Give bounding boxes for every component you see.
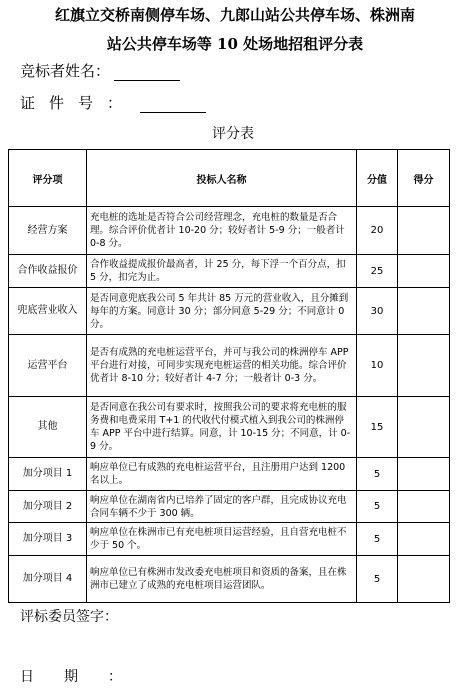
table-caption: 评分表 — [212, 126, 254, 142]
date-field — [20, 666, 152, 686]
table-row — [9, 207, 450, 255]
doc-title-line2: 站公共停车场等 10 处场地招租评分表 — [106, 35, 364, 53]
score-table — [8, 149, 450, 603]
row-score: 10 — [357, 335, 398, 397]
table-row — [9, 556, 450, 603]
row-item: 加分项目 3 — [9, 523, 87, 556]
date-label: 日期： — [20, 669, 152, 685]
row-item: 合作收益报价 — [9, 255, 87, 288]
table-row — [9, 458, 450, 491]
bidder-name-blank[interactable] — [114, 64, 180, 81]
row-got-cell[interactable] — [398, 207, 450, 255]
row-criteria: 充电桩的选址是否符合公司经营理念，充电桩的数量是否合理。综合评价优者计 10-20 分；较好者计 5-9 分；一般者计 0-8 分。 — [87, 207, 357, 255]
header-got: 得分 — [398, 150, 450, 207]
row-criteria: 响应单位在湖南省内已培养了固定的客户群，且完成协议充电合同车辆不少于 300 辆。 — [87, 491, 357, 523]
evaluator-signature: 评标委员签字： — [20, 609, 118, 625]
id-number-field — [20, 93, 206, 113]
row-got-cell[interactable] — [398, 458, 450, 491]
table-header-row — [9, 150, 450, 207]
header-bidder: 投标人名称 — [87, 150, 357, 207]
table-row — [9, 523, 450, 556]
id-number-label: 证件号： — [20, 94, 137, 112]
row-score: 5 — [357, 556, 398, 603]
id-number-blank[interactable] — [140, 96, 206, 113]
row-got-cell[interactable] — [398, 491, 450, 523]
row-item: 经营方案 — [9, 207, 87, 255]
table-row — [9, 255, 450, 288]
row-item: 兜底营业收入 — [9, 288, 87, 335]
header-item: 评分项 — [9, 150, 87, 207]
row-score: 25 — [357, 255, 398, 288]
row-score: 5 — [357, 458, 398, 491]
row-criteria: 是否同意兜底我公司 5 年共计 85 万元的营业收入，且分摊到每年的方案。同意计 30 分；部分同意 5-29 分；不同意计 0 分。 — [87, 288, 357, 335]
bidder-name-field — [20, 61, 180, 81]
row-score: 30 — [357, 288, 398, 335]
bidder-name-label: 竞标者姓名： — [20, 62, 111, 80]
row-item: 其他 — [9, 397, 87, 458]
row-criteria: 是否有成熟的充电桩运营平台，并可与我公司的株洲停车 APP 平台进行对接，可同步实现充电桩运营的相关功能。综合评价优者计 8-10 分；较好者计 4-7 分；一般者计 0-3 分。 — [87, 335, 357, 397]
row-item: 加分项目 2 — [9, 491, 87, 523]
row-got-cell[interactable] — [398, 523, 450, 556]
row-got-cell[interactable] — [398, 288, 450, 335]
header-score: 分值 — [357, 150, 398, 207]
row-criteria: 响应单位已有株洲市发改委充电桩项目和资质的备案，且在株洲市已建立了成熟的充电桩项目运营团队。 — [87, 556, 357, 603]
row-got-cell[interactable] — [398, 397, 450, 458]
doc-title-line1: 红旗立交桥南侧停车场、九郎山站公共停车场、株洲南 — [54, 6, 415, 24]
row-item: 加分项目 1 — [9, 458, 87, 491]
row-item: 加分项目 4 — [9, 556, 87, 603]
table-row — [9, 288, 450, 335]
row-score: 20 — [357, 207, 398, 255]
row-criteria: 是否同意在我公司有要求时，按照我公司的要求将充电桩的服务费和电费采用 T+1 的代收代付模式植入到我公司的株洲停车 APP 平台中进行结算。同意，计 10-15 分；不同意，计 0-9 分。 — [87, 397, 357, 458]
row-criteria: 合作收益提成报价最高者，计 25 分，每下浮一个百分点，扣 5 分，扣完为止。 — [87, 255, 357, 288]
row-got-cell[interactable] — [398, 335, 450, 397]
table-row — [9, 335, 450, 397]
row-got-cell[interactable] — [398, 255, 450, 288]
row-score: 15 — [357, 397, 398, 458]
row-got-cell[interactable] — [398, 556, 450, 603]
row-item: 运营平台 — [9, 335, 87, 397]
row-score: 5 — [357, 523, 398, 556]
table-row — [9, 397, 450, 458]
table-row — [9, 491, 450, 523]
row-score: 5 — [357, 491, 398, 523]
row-criteria: 响应单位已有成熟的充电桩运营平台，且注册用户达到 1200 名以上。 — [87, 458, 357, 491]
row-criteria: 响应单位在株洲市已有充电桩项目运营经验，且自营充电桩不少于 50 个。 — [87, 523, 357, 556]
